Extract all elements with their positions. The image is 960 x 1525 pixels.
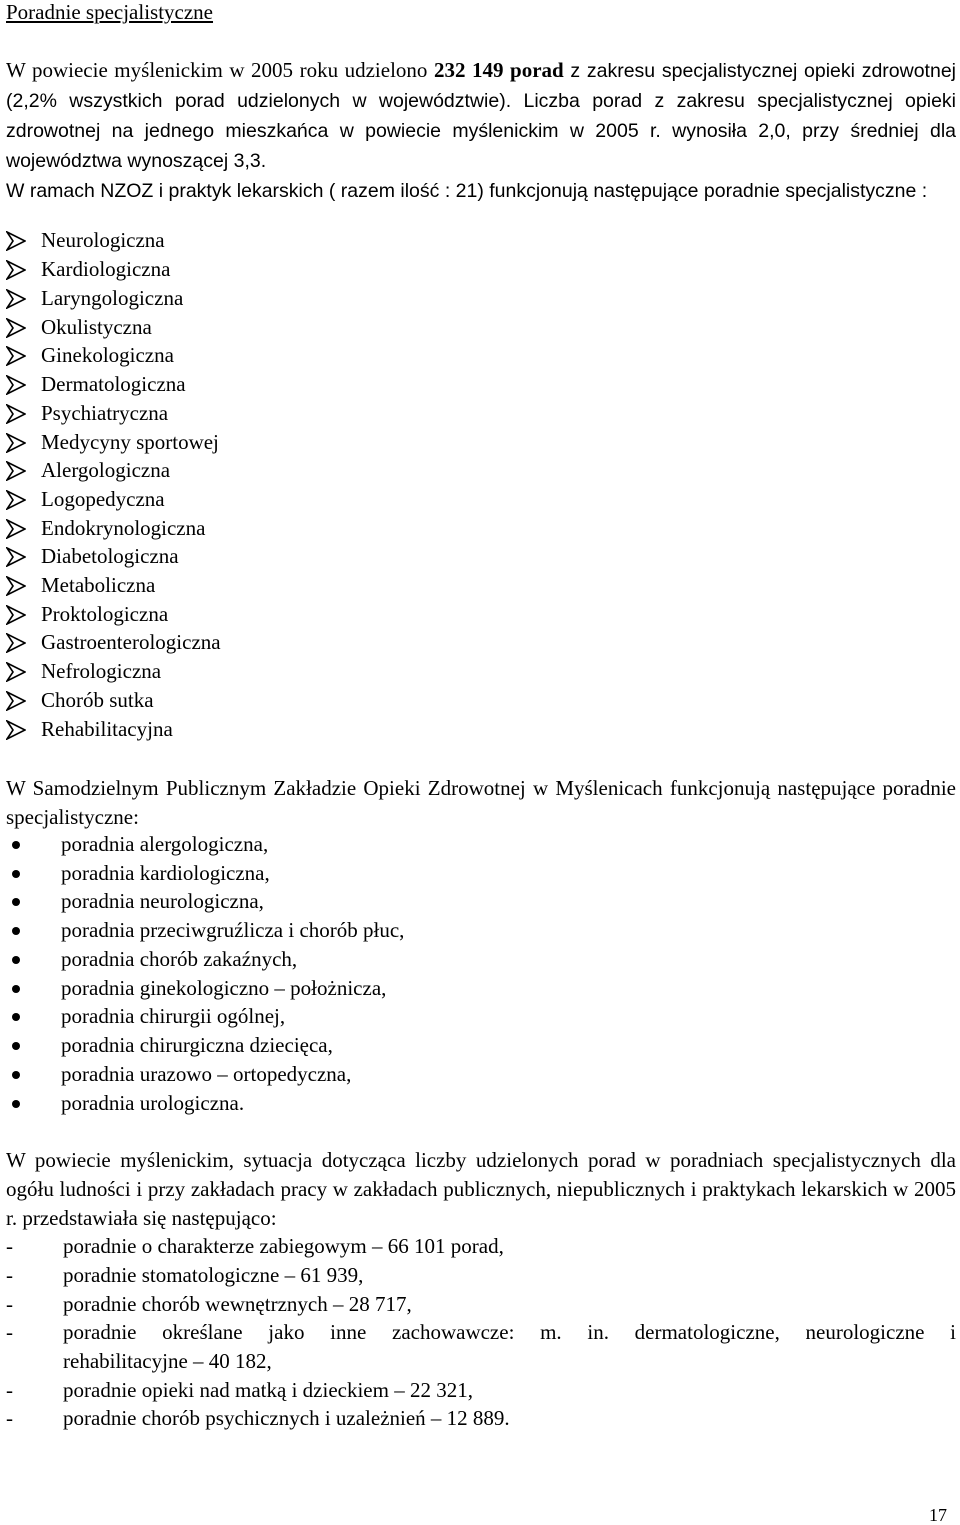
arrow-bullet-icon bbox=[6, 576, 26, 596]
list-item-label: Logopedyczna bbox=[41, 487, 165, 511]
summary-paragraph: W powiecie myślenickim, sytuacja dotycząca liczby udzielonych porad w poradniach specjalistycznych dla ogółu ludności i przy zakładach pracy w zakładach publicznych, niepublicznych i praktykach lekarskich w 2005 r. przedstawiała się następująco: bbox=[6, 1148, 956, 1230]
list-item-label: poradnia neurologiczna, bbox=[61, 889, 264, 913]
arrow-bullet-icon bbox=[6, 662, 26, 682]
list-item-label: Kardiologiczna bbox=[41, 257, 171, 281]
list-item-label: Laryngologiczna bbox=[41, 286, 184, 310]
list-item bbox=[6, 1232, 956, 1261]
list-item-label: poradnie określane jako inne zachowawcze: m. in. dermatologiczne, neurologiczne i bbox=[63, 1320, 956, 1344]
list-item-label: Neurologiczna bbox=[41, 228, 165, 252]
section-heading: Poradnie specjalistyczne bbox=[6, 0, 214, 24]
list-item-label: poradnia kardiologiczna, bbox=[61, 861, 270, 885]
list-item-label: Proktologiczna bbox=[41, 602, 169, 626]
list-item bbox=[6, 1404, 956, 1433]
list-item-label: Ginekologiczna bbox=[41, 343, 174, 367]
dot-bullet-icon bbox=[12, 1071, 20, 1079]
arrow-bullet-icon bbox=[6, 490, 26, 510]
arrow-bullet-icon bbox=[6, 375, 26, 395]
list-item-label: Alergologiczna bbox=[41, 458, 171, 482]
arrow-bullet-icon bbox=[6, 461, 26, 481]
list-item-label: Endokrynologiczna bbox=[41, 516, 206, 540]
list-item-label: poradnia urologiczna. bbox=[61, 1091, 245, 1115]
list-item-label: Okulistyczna bbox=[41, 315, 152, 339]
arrow-bullet-icon bbox=[6, 404, 26, 424]
intro-text-start: W powiecie myślenickim w 2005 roku udzielono bbox=[6, 58, 434, 82]
list-item-label: poradnia chirurgiczna dziecięca, bbox=[61, 1033, 333, 1057]
arrow-bullet-icon bbox=[6, 433, 26, 453]
list-item bbox=[6, 1290, 956, 1319]
arrow-bullet-icon bbox=[6, 260, 26, 280]
list-item-label: poradnie o charakterze zabiegowym – 66 101 porad, bbox=[63, 1234, 504, 1258]
dot-bullet-icon bbox=[12, 1042, 20, 1050]
arrow-bullet-icon bbox=[6, 691, 26, 711]
list-item-label: Medycyny sportowej bbox=[41, 430, 219, 454]
nzoz-intro-text: W ramach NZOZ i praktyk lekarskich ( razem ilość : 21) funkcjonują następujące poradnie specjalistyczne : bbox=[6, 180, 928, 202]
dot-bullet-icon bbox=[12, 870, 20, 878]
arrow-bullet-icon bbox=[6, 519, 26, 539]
arrow-bullet-icon bbox=[6, 289, 26, 309]
list-item-label: Rehabilitacyjna bbox=[41, 717, 173, 741]
dash-marker: - bbox=[6, 1320, 13, 1344]
list-item-label: Diabetologiczna bbox=[41, 544, 179, 568]
page-number: 17 bbox=[929, 1505, 947, 1525]
dot-bullet-icon bbox=[12, 1100, 20, 1108]
dash-marker: - bbox=[6, 1378, 13, 1402]
list-item-label: poradnie opieki nad matką i dzieckiem – 22 321, bbox=[63, 1378, 473, 1402]
list-item-label: poradnia urazowo – ortopedyczna, bbox=[61, 1062, 352, 1086]
list-item-label: poradnia chorób zakaźnych, bbox=[61, 947, 298, 971]
spzoz-paragraph: W Samodzielnym Publicznym Zakładzie Opieki Zdrowotnej w Myślenicach funkcjonują następujące poradnie specjalistyczne: bbox=[6, 776, 956, 829]
list-item-label: Psychiatryczna bbox=[41, 401, 169, 425]
dot-bullet-icon bbox=[12, 898, 20, 906]
list-item bbox=[6, 1376, 956, 1405]
dash-marker: - bbox=[6, 1292, 13, 1316]
arrow-bullet-icon bbox=[6, 633, 26, 653]
list-item-label: Gastroenterologiczna bbox=[41, 630, 221, 654]
list-item-label: poradnie stomatologiczne – 61 939, bbox=[63, 1263, 364, 1287]
arrow-bullet-icon bbox=[6, 547, 26, 567]
list-item-label: poradnia ginekologiczno – położnicza, bbox=[61, 976, 387, 1000]
list-item-label: Dermatologiczna bbox=[41, 372, 186, 396]
dot-bullet-icon bbox=[12, 841, 20, 849]
list-item-label: poradnia przeciwgruźlicza i chorób płuc, bbox=[61, 918, 405, 942]
dash-marker: - bbox=[6, 1263, 13, 1287]
list-item bbox=[6, 1261, 956, 1290]
list-item-label: Metaboliczna bbox=[41, 573, 156, 597]
list-item-label: poradnie chorób psychicznych i uzależnień – 12 889. bbox=[63, 1406, 510, 1430]
dash-marker: - bbox=[6, 1406, 13, 1430]
dot-bullet-icon bbox=[12, 985, 20, 993]
dot-bullet-icon bbox=[12, 927, 20, 935]
arrow-bullet-icon bbox=[6, 605, 26, 625]
dash-marker: - bbox=[6, 1234, 13, 1258]
list-item-continuation: rehabilitacyjne – 40 182, bbox=[63, 1349, 272, 1373]
intro-bold-figure: 232 149 porad bbox=[433, 58, 564, 82]
list-item-label: poradnia alergologiczna, bbox=[61, 832, 269, 856]
list-item-label: poradnia chirurgii ogólnej, bbox=[61, 1004, 286, 1028]
arrow-bullet-icon bbox=[6, 231, 26, 251]
list-item-label: Chorób sutka bbox=[41, 688, 154, 712]
intro-paragraph bbox=[6, 56, 956, 206]
dot-bullet-icon bbox=[12, 956, 20, 964]
intro-text-rest: z zakresu specjalistycznej opieki zdrowotnej (2,2% wszystkich porad udzielonych w województwie). Liczba porad z zakresu specjalistycznej opieki zdrowotnej na jednego mieszkańca w powiecie myślenickim w 2005 r. wynosiła 2,0, przy średniej dla województwa wynoszącej 3,3. bbox=[6, 60, 956, 172]
arrow-bullet-icon bbox=[6, 318, 26, 338]
list-item-label: Nefrologiczna bbox=[41, 659, 162, 683]
list-item-label: poradnie chorób wewnętrznych – 28 717, bbox=[63, 1292, 412, 1316]
arrow-bullet-icon bbox=[6, 346, 26, 366]
dot-bullet-icon bbox=[12, 1013, 20, 1021]
arrow-bullet-icon bbox=[6, 720, 26, 740]
list-item bbox=[6, 1318, 956, 1347]
